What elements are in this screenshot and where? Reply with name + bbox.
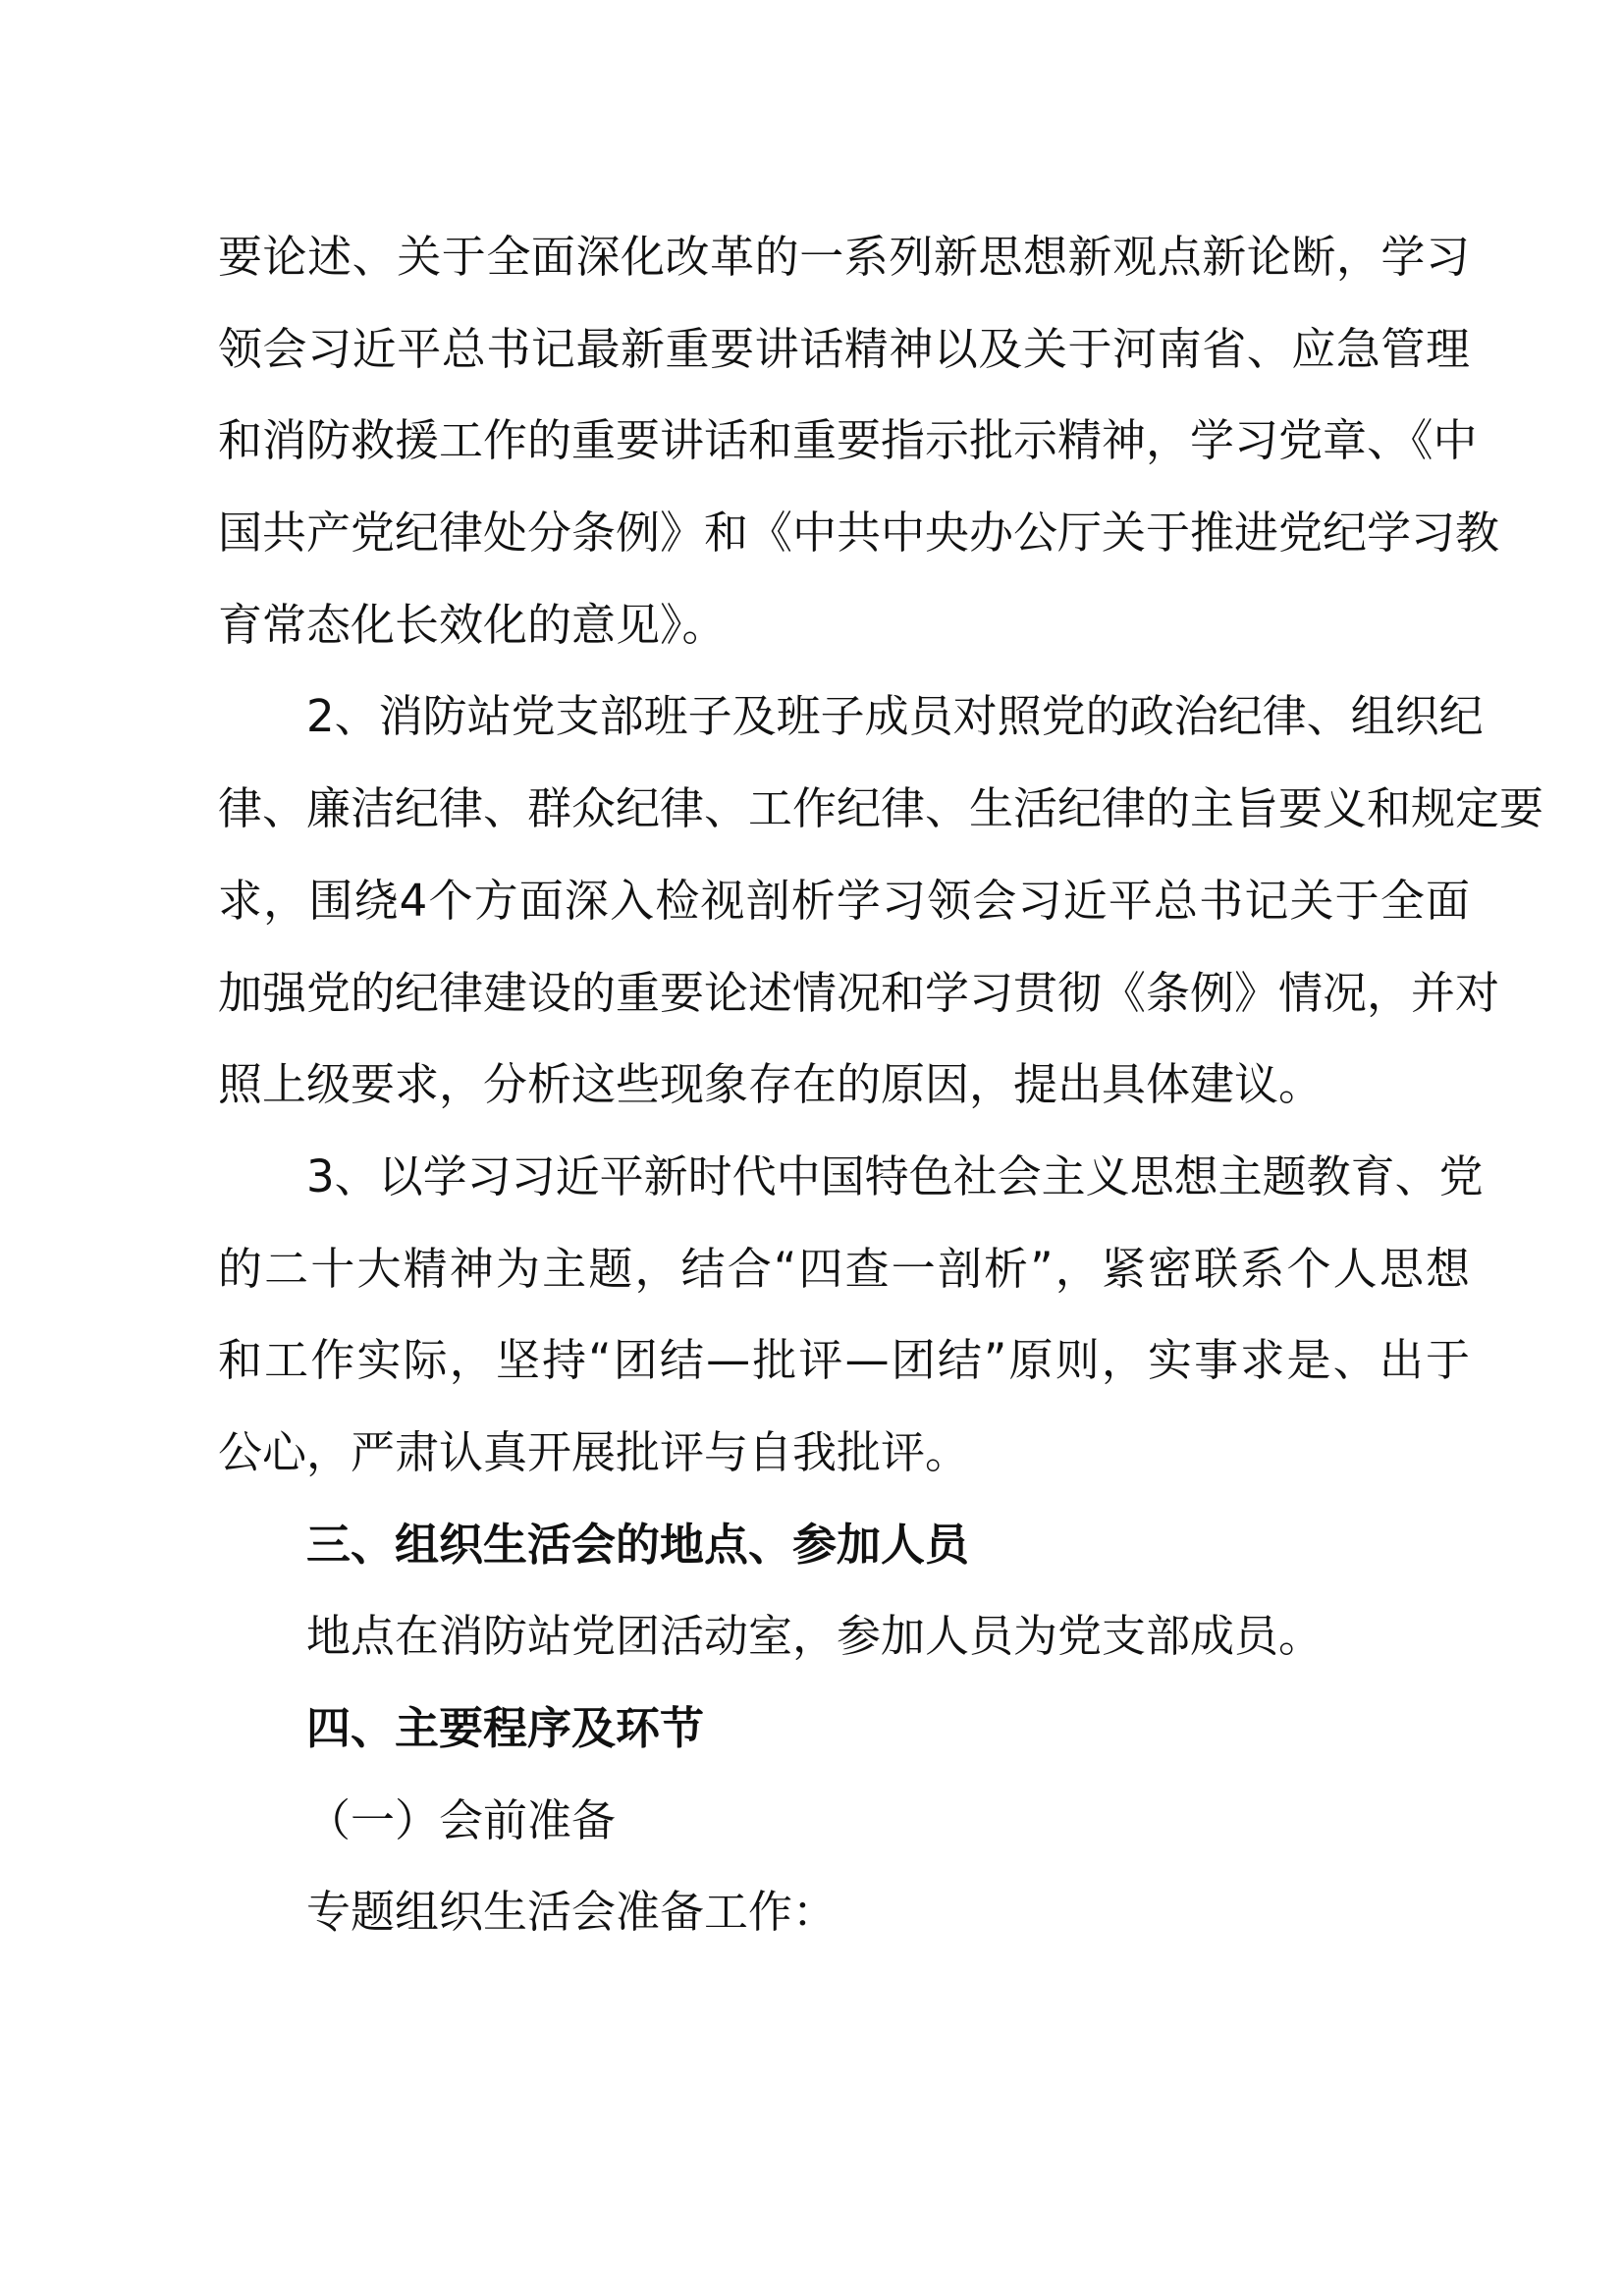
section-heading-3: 三、组织生活会的地点、参加人员 — [306, 1518, 970, 1571]
subheading-preparation: （一）会前准备 — [306, 1793, 617, 1846]
text-line: 要论述、关于全面深化改革的一系列新思想新观点新论断，学习 — [218, 231, 1470, 283]
location-paragraph: 地点在消防站党团活动室，参加人员为党支部成员。 — [306, 1610, 1324, 1663]
text-line: 和消防救援工作的重要讲话和重要指示批示精神，学习党章、《中 — [218, 414, 1478, 467]
text-line: 3、以学习习近平新时代中国特色社会主义思想主题教育、党 — [306, 1149, 1484, 1202]
document-body — [218, 211, 1544, 1958]
text-line: 照上级要求，分析这些现象存在的原因，提出具体建议。 — [218, 1058, 1324, 1111]
text-line: 公心，严肃认真开展批评与自我批评。 — [218, 1425, 970, 1478]
text-line: 领会习近平总书记最新重要讲话精神以及关于河南省、应急管理 — [218, 322, 1470, 375]
section-heading-4: 四、主要程序及环节 — [306, 1702, 705, 1754]
text-line: 2、消防站党支部班子及班子成员对照党的政治纪律、组织纪 — [306, 690, 1484, 743]
text-line: 求，围绕4个方面深入检视剖析学习领会习近平总书记关于全面 — [218, 874, 1470, 927]
text-line: 的二十大精神为主题，结合“四查一剖析”，紧密联系个人思想 — [218, 1242, 1470, 1295]
text-line: 国共产党纪律处分条例》和《中共中央办公厅关于推进党纪学习教 — [218, 507, 1500, 560]
preparation-paragraph: 专题组织生活会准备工作： — [306, 1886, 838, 1939]
text-line: 和工作实际，坚持“团结—批评—团结”原则，实事求是、出于 — [218, 1334, 1470, 1387]
text-line: 加强党的纪律建设的重要论述情况和学习贯彻《条例》情况，并对 — [218, 966, 1500, 1019]
text-line: 育常态化长效化的意见》。 — [218, 598, 727, 651]
text-line: 律、廉洁纪律、群众纪律、工作纪律、生活纪律的主旨要义和规定要 — [218, 782, 1544, 835]
paragraph-item-3 — [218, 1131, 1484, 1499]
paragraph-continuation — [218, 211, 1500, 670]
paragraph-item-2 — [218, 670, 1544, 1130]
